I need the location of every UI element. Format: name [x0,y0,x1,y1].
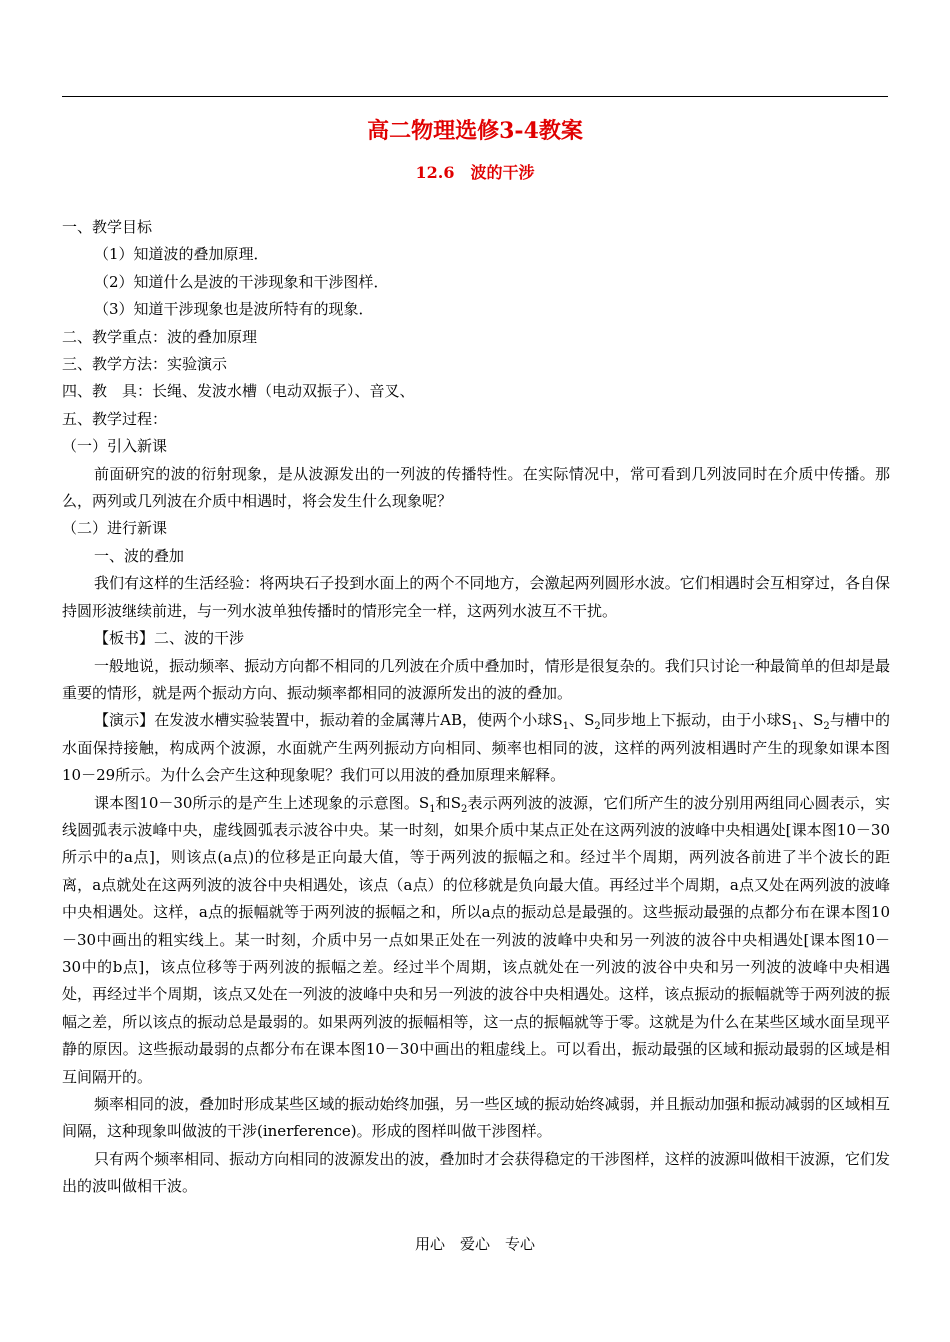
text-run: 和S [435,793,462,812]
paragraph: 一般地说，振动频率、振动方向都不相同的几列波在介质中叠加时，情形是很复杂的。我们只讨论一种最简单的但却是最重要的情形，就是两个振动方向、振动频率都相同的波源所发出的波的叠加。 [62,656,890,702]
subsection-heading: （一）引入新课 [62,437,168,456]
paragraph: 前面研究的波的衍射现象，是从波源发出的一列波的传播特性。在实际情况中，常可看到几列波同时在介质中传播。那么，两列或几列波在介质中相遇时，将会发生什么现象呢？ [62,464,890,511]
list-item: （1）知道波的叠加原理． [94,245,269,264]
subsection-heading: 一、波的叠加 [94,546,185,565]
text-run: 、S [568,711,595,730]
section-heading: 五、教学过程： [62,409,168,428]
section-heading: 三、教学方法：实验演示 [62,355,228,374]
subsection-heading: （二）进行新课 [62,519,168,538]
document-title: 高二物理选修3-4教案 [367,118,583,144]
text-run: 与槽中的水面保持接触，构成两个波源，水面就产生两列振动方向相同、频率也相同的波，这样的两列波相遇时产生的现象如课本图10－29所示。为什么会产生这种现象呢？我们可以用波的叠加原理来解释。 [62,711,890,785]
document-body [62,214,890,1201]
text-run: 、S [798,711,824,730]
list-item: （2）知道什么是波的干涉现象和干涉图样． [94,272,389,291]
paragraph: 只有两个频率相同、振动方向相同的波源发出的波，叠加时才会获得稳定的干涉图样，这样的波源叫做相干波源，它们发出的波叫做相干波。 [62,1149,890,1196]
subscript: 1 [562,721,569,733]
section-heading: 二、教学重点：波的叠加原理 [62,327,258,346]
header-rule [62,96,888,97]
section-heading: 四、教 具：长绳、发波水槽（电动双振子）、音叉、 [62,382,415,401]
section-heading: 一、教学目标 [62,218,153,236]
paragraph: 我们有这样的生活经验：将两块石子投到水面上的两个不同地方，会激起两列圆形水波。它们相遇时会互相穿过，各自保持圆形波继续前进，与一列水波单独传播时的情形完全一样，这两列水波互不干扰。 [62,574,890,620]
page-footer: 用心 爱心 专心 [414,1235,535,1253]
paragraph: 频率相同的波，叠加时形成某些区域的振动始终加强，另一些区域的振动始终减弱，并且振动加强和振动减弱的区域相互间隔，这种现象叫做波的干涉(inerference)。形成的图样叫做干涉图样。 [62,1095,890,1141]
text-run: 【演示】在发波水槽实验装置中，振动着的金属薄片AB，使两个小球S [94,711,563,730]
list-item: （3）知道干涉现象也是波所特有的现象． [94,300,374,319]
subscript: 2 [823,721,830,733]
board-note: 【板书】二、波的干涉 [94,629,245,648]
subscript: 2 [594,721,601,733]
text-run: 同步地上下振动，由于小球S [600,711,792,730]
subscript: 2 [461,803,468,815]
paragraph-demo [62,707,890,789]
paragraph-explanation [62,790,890,1091]
document-subtitle: 12.6 波的干涉 [415,163,535,182]
subscript: 1 [429,803,436,815]
subscript: 1 [791,721,799,733]
text-run: 课本图10－30所示的是产生上述现象的示意图。S [94,793,430,812]
text-run: 表示两列波的波源，它们所产生的波分别用两组同心圆表示，实线圆弧表示波峰中央，虚线圆弧表示波谷中央。某一时刻，如果介质中某点正处在这两列波的波峰中央相遇处[课本图10－30所示中的a点]，则该点(a点)的位移是正向最大值，等于两列波的振幅之和。经过半个周期，两列波各前进了半个波长的距离，a点就处在这两列波的波谷中央相遇处，该点（a点）的位移就是负向最大值。再经过半个周期，a点又处在两列波的波峰中央相遇处。这样，a点的振幅就等于两列波的振幅之和，所以a点的振动总是最强的。这些振动最强的点都分布在课本图10－30中画出的粗实线上。某一时刻，介质中另一点如果正处在一列波的波峰中央和另一列波的波谷中央相遇处[课本图10－30中的b点]，该点位移等于两列波的振幅之差。经过半个周期，该点就处在一列波的波谷中央和另一列波的波峰中央相遇处，再经过半个周期，该点又处在一列波的波峰中央和另一列波的波谷中央相遇处。这样，该点振动的振幅就等于两列波的振幅之差，所以该点的振动总是最弱的。如果两列波的振幅相等，这一点的振幅就等于零。这就是为什么在某些区域水面呈现平静的原因。这些振动最弱的点都分布在课本图10－30中画出的粗虚线上。可以看出，振动最强的区域和振动最弱的区域是相互间隔开的。 [62,793,890,1086]
